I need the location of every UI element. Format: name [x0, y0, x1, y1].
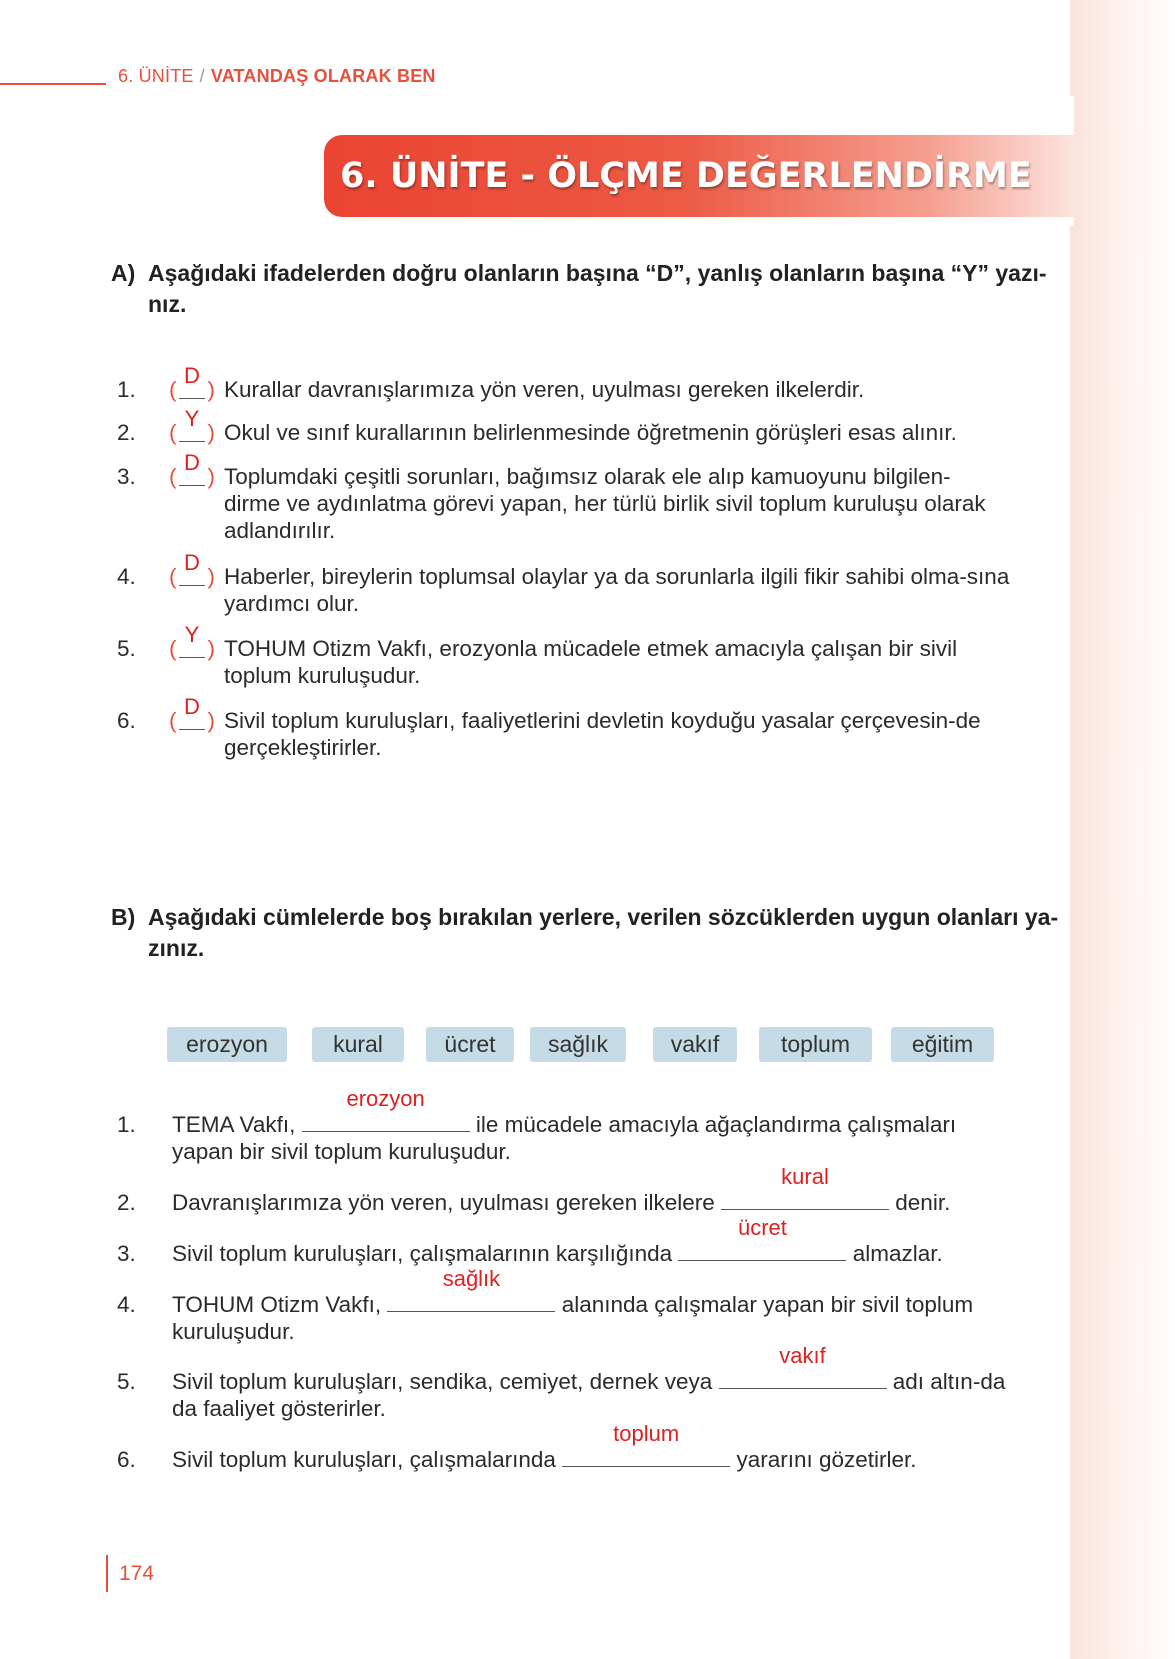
sentence-text [172, 1164, 1022, 1216]
answer-mark: D [184, 694, 200, 719]
paren-left: ( [169, 636, 177, 661]
paren-right: ) [207, 464, 215, 489]
fill-blank-item [117, 1343, 1017, 1422]
blank-answer: kural [781, 1164, 829, 1189]
paren-left: ( [169, 708, 177, 733]
header-separator: / [199, 66, 205, 86]
statement-text: TOHUM Otizm Vakfı, erozyonla mücadele etmek amacıyla çalışan bir sivil toplum kuruluşudur. [224, 636, 958, 688]
paren-right: ) [207, 708, 215, 733]
sentence-before: Sivil toplum kuruluşları, sendika, cemiyet, dernek veya [172, 1369, 713, 1394]
statement-text: Toplumdaki çeşitli sorunları, bağımsız olarak ele alıp kamuoyunu bilgilen-dirme ve aydınlatma görevi yapan, her türlü birlik sivil toplum kuruluşu olarak adlandırılır. [224, 464, 986, 543]
section-a-letter: A) [111, 260, 136, 286]
answer-underline [179, 729, 205, 730]
paren-right: ) [207, 564, 215, 589]
fill-blank-item [117, 1215, 1017, 1267]
answer-underline [179, 485, 205, 486]
item-number: 4. [117, 564, 136, 589]
true-false-item [117, 550, 1017, 617]
statement-text: Kurallar davranışlarımıza yön veren, uyulması gereken ilkelerdir. [224, 377, 865, 402]
blank-answer: sağlık [442, 1266, 501, 1291]
word-chip: ücret [426, 1027, 514, 1062]
true-false-item [117, 622, 1017, 689]
sentence-after: ile mücadele amacıyla ağaçlandırma çalışmaları yapan bir sivil toplum kuruluşudur. [172, 1112, 957, 1164]
answer-mark: Y [184, 406, 200, 431]
answer-box [169, 622, 215, 662]
answer-underline [179, 398, 205, 399]
word-chip: eğitim [891, 1027, 994, 1062]
answer-mark: D [184, 450, 200, 475]
header-rule [0, 83, 106, 85]
sentence-before: Sivil toplum kuruluşları, çalışmalarının karşılığında [172, 1241, 673, 1266]
sentence-text [172, 1215, 1022, 1267]
answer-blank [302, 1086, 470, 1138]
paren-left: ( [169, 464, 177, 489]
true-false-item [117, 406, 1017, 446]
paren-right: ) [207, 377, 215, 402]
page-title: 6. ÜNİTE - ÖLÇME DEĞERLENDİRME [340, 156, 1032, 196]
answer-underline [179, 585, 205, 586]
answer-box [169, 550, 215, 590]
page-number: 174 [119, 1562, 155, 1585]
sentence-after: alanında çalışmalar yapan bir sivil toplum kuruluşudur. [172, 1292, 974, 1344]
item-number: 2. [117, 1190, 136, 1215]
answer-mark: D [184, 363, 200, 388]
sentence-after: denir. [895, 1190, 951, 1215]
item-number: 6. [117, 708, 136, 733]
sentence-text [172, 1421, 1022, 1473]
section-b-instructions: Aşağıdaki cümlelerde boş bırakılan yerlere, verilen sözcüklerden uygun olanları ya-zınız. [148, 904, 1059, 961]
answer-mark: Y [184, 622, 200, 647]
true-false-item [117, 450, 1017, 544]
sentence-after: almazlar. [852, 1241, 943, 1266]
sentence-after: adı altın-da da faaliyet gösterirler. [172, 1369, 1006, 1421]
fill-blank-item [117, 1266, 1017, 1345]
item-number: 3. [117, 464, 136, 489]
answer-blank [387, 1266, 555, 1318]
answer-blank [562, 1421, 730, 1473]
fill-blank-item [117, 1086, 1017, 1165]
page-number-rule [106, 1555, 108, 1592]
section-b-heading [111, 902, 1061, 964]
answer-blank [719, 1343, 887, 1395]
statement-text: Okul ve sınıf kurallarının belirlenmesinde öğretmenin görüşleri esas alınır. [224, 420, 957, 445]
answer-box [169, 694, 215, 734]
title-banner [324, 135, 1074, 217]
true-false-item [117, 694, 1017, 761]
statement-text: Haberler, bireylerin toplumsal olaylar ya da sorunlarla ilgili fikir sahibi olma-sına yardımcı olur. [224, 564, 1010, 616]
statement-text: Sivil toplum kuruluşları, faaliyetlerini devletin koyduğu yasalar çerçevesin-de gerçekleştirirler. [224, 708, 981, 760]
fill-blank-item [117, 1421, 1017, 1473]
sentence-text [172, 1086, 972, 1165]
running-header [118, 66, 436, 87]
word-chip: sağlık [530, 1027, 626, 1062]
item-number: 6. [117, 1447, 136, 1472]
section-a-heading [111, 258, 1061, 320]
answer-blank [678, 1215, 846, 1267]
word-chip: toplum [759, 1027, 872, 1062]
item-number: 1. [117, 377, 136, 402]
answer-box [169, 450, 215, 490]
paren-left: ( [169, 377, 177, 402]
sentence-before: TOHUM Otizm Vakfı, [172, 1292, 382, 1317]
item-number: 5. [117, 1369, 136, 1394]
sentence-text [172, 1266, 992, 1345]
paren-left: ( [169, 420, 177, 445]
right-decorative-band [1070, 0, 1175, 1659]
item-number: 4. [117, 1292, 136, 1317]
sentence-text [172, 1343, 1007, 1422]
item-number: 3. [117, 1241, 136, 1266]
sentence-before: TEMA Vakfı, [172, 1112, 296, 1137]
paren-right: ) [207, 636, 215, 661]
header-unit: 6. ÜNİTE [118, 66, 194, 86]
fill-blank-item [117, 1164, 1017, 1216]
header-title: VATANDAŞ OLARAK BEN [210, 66, 436, 86]
paren-right: ) [207, 420, 215, 445]
item-number: 1. [117, 1112, 136, 1137]
answer-blank [721, 1164, 889, 1216]
answer-box [169, 363, 215, 403]
sentence-before: Davranışlarımıza yön veren, uyulması gereken ilkelere [172, 1190, 715, 1215]
true-false-item [117, 363, 1017, 403]
item-number: 5. [117, 636, 136, 661]
section-b-letter: B) [111, 904, 136, 930]
answer-mark: D [184, 550, 200, 575]
answer-underline [179, 657, 205, 658]
answer-underline [179, 441, 205, 442]
sentence-after: yararını gözetirler. [736, 1447, 917, 1472]
blank-answer: vakıf [779, 1343, 826, 1368]
word-chip: kural [312, 1027, 404, 1062]
section-a-instructions: Aşağıdaki ifadelerden doğru olanların başına “D”, yanlış olanların başına “Y” yazı-nız. [148, 260, 1047, 317]
word-chip: vakıf [653, 1027, 737, 1062]
sentence-before: Sivil toplum kuruluşları, çalışmalarında [172, 1447, 556, 1472]
blank-answer: toplum [613, 1421, 680, 1446]
word-chip: erozyon [167, 1027, 287, 1062]
blank-answer: ücret [738, 1215, 787, 1240]
blank-answer: erozyon [346, 1086, 425, 1111]
paren-left: ( [169, 564, 177, 589]
answer-box [169, 406, 215, 446]
item-number: 2. [117, 420, 136, 445]
